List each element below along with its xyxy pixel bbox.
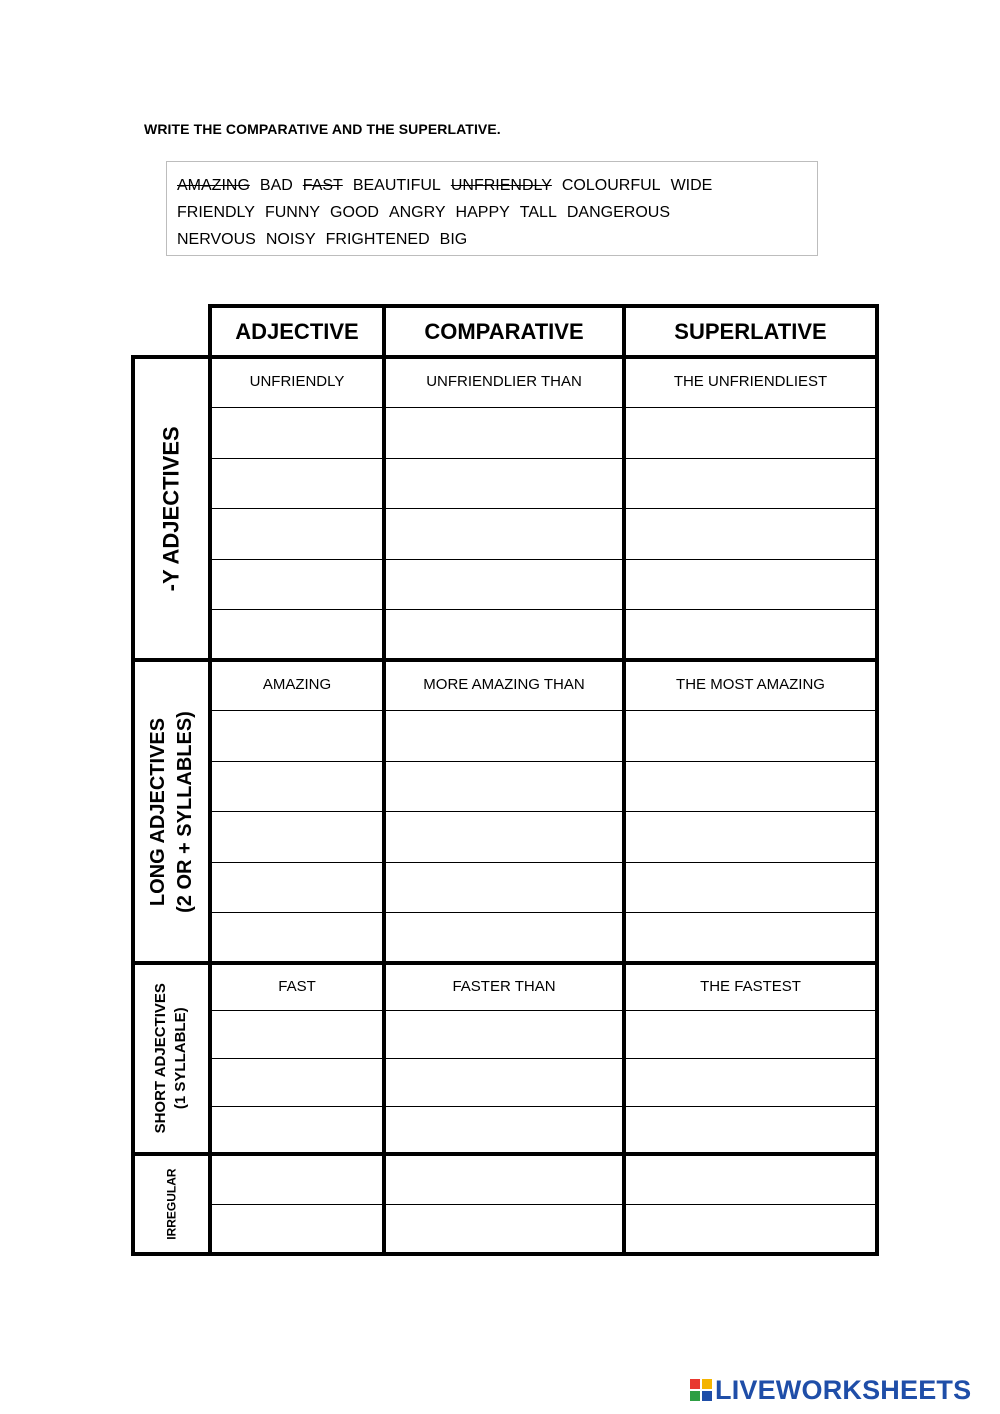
word-bank-word: COLOURFUL	[561, 177, 661, 194]
logo-square	[690, 1379, 700, 1389]
table-cell-adjective	[210, 1204, 384, 1252]
table-rule	[622, 304, 626, 359]
table-cell-adjective: UNFRIENDLY	[249, 372, 345, 390]
table-rule	[875, 961, 879, 1156]
table-rule	[208, 559, 879, 560]
table-cell-adjective	[210, 509, 384, 557]
table-cell-adjective	[210, 1154, 384, 1202]
table-cell-adjective	[210, 862, 384, 910]
table-cell-superlative	[624, 862, 877, 910]
table-cell-comparative	[384, 1154, 624, 1202]
table-cell-superlative	[624, 559, 877, 607]
table-rule	[622, 658, 626, 965]
table-rule	[208, 811, 879, 812]
table-cell-superlative: THE FASTEST	[700, 978, 801, 996]
table-cell-comparative	[384, 1059, 624, 1107]
word-bank-word: NOISY	[265, 231, 316, 248]
table-cell-superlative	[624, 1204, 877, 1252]
table-cell-comparative	[384, 711, 624, 759]
word-bank-word: DANGEROUS	[566, 204, 670, 221]
table-cell-adjective	[210, 610, 384, 658]
word-bank-word: HAPPY	[455, 204, 510, 221]
table-cell-superlative	[624, 812, 877, 860]
table-rule	[622, 961, 626, 1156]
table-rule	[208, 1010, 879, 1011]
table-cell-adjective	[210, 1011, 384, 1059]
word-bank-word: NERVOUS	[177, 231, 256, 248]
table-cell-comparative	[384, 913, 624, 961]
table-cell-comparative	[384, 1106, 624, 1154]
table-cell-adjective: FAST	[278, 978, 316, 996]
liveworksheets-logo	[690, 1376, 971, 1404]
table-cell-adjective	[210, 1106, 384, 1154]
section-label-line: IRREGULAR	[164, 1168, 179, 1240]
table-cell-comparative	[384, 610, 624, 658]
word-bank-word: BAD	[259, 177, 293, 194]
section-label-line: LONG ADJECTIVES	[146, 717, 169, 906]
table-cell-adjective	[210, 408, 384, 456]
column-header-superlative: SUPERLATIVE	[674, 318, 827, 344]
word-bank-word: BEAUTIFUL	[352, 177, 441, 194]
table-cell-superlative	[624, 913, 877, 961]
table-cell-superlative	[624, 711, 877, 759]
table-cell-comparative: UNFRIENDLIER THAN	[426, 372, 582, 390]
word-bank-word: BIG	[439, 231, 468, 248]
liveworksheets-logo-icon	[690, 1379, 712, 1401]
section-label	[133, 660, 210, 963]
table-cell-comparative	[384, 559, 624, 607]
table-rule	[208, 710, 879, 711]
table-cell-adjective	[210, 761, 384, 809]
table-rule	[208, 1106, 879, 1107]
table-cell-superlative	[624, 1059, 877, 1107]
logo-square	[702, 1379, 712, 1389]
table-cell-superlative: THE UNFRIENDLIEST	[673, 372, 828, 390]
table-cell-superlative	[624, 408, 877, 456]
column-header-adjective: ADJECTIVE	[235, 318, 359, 344]
table-cell-comparative	[384, 1204, 624, 1252]
table-cell-adjective	[210, 711, 384, 759]
instruction-heading: WRITE THE COMPARATIVE AND THE SUPERLATIVE.	[144, 121, 501, 137]
table-rule	[208, 1058, 879, 1059]
section-label-line: (1 SYLLABLE)	[172, 1007, 190, 1110]
table-cell-comparative	[384, 1011, 624, 1059]
word-bank-word-used: AMAZING	[177, 177, 250, 194]
table-cell-comparative	[384, 761, 624, 809]
table-cell-superlative	[624, 1154, 877, 1202]
logo-square	[690, 1391, 700, 1401]
table-cell-superlative	[624, 761, 877, 809]
section-label	[133, 357, 210, 660]
word-bank-word: FUNNY	[264, 204, 321, 221]
table-cell-adjective	[210, 913, 384, 961]
section-label-line: -Y ADJECTIVES	[158, 425, 184, 592]
logo-square	[702, 1391, 712, 1401]
table-rule	[382, 658, 386, 965]
word-bank-word-used: UNFRIENDLY	[450, 177, 552, 194]
table-cell-adjective	[210, 458, 384, 506]
table-cell-superlative: THE MOST AMAZING	[676, 675, 825, 693]
table-cell-adjective: AMAZING	[262, 675, 332, 693]
table-cell-superlative	[624, 509, 877, 557]
table-cell-comparative	[384, 458, 624, 506]
table-cell-comparative	[384, 812, 624, 860]
word-bank-word: FRIENDLY	[177, 204, 255, 221]
table-cell-superlative	[624, 1011, 877, 1059]
table-cell-adjective	[210, 812, 384, 860]
table-rule	[875, 658, 879, 965]
table-cell-comparative: FASTER THAN	[452, 978, 556, 996]
table-rule	[382, 1152, 386, 1256]
table-rule	[131, 1252, 879, 1256]
table-cell-comparative	[384, 862, 624, 910]
table-rule	[622, 1152, 626, 1256]
logo-text: LIVEWORKSHEETS	[715, 1374, 972, 1405]
word-bank-word-used: FAST	[302, 177, 343, 194]
table-cell-adjective	[210, 1059, 384, 1107]
table-rule	[208, 862, 879, 863]
table-cell-superlative	[624, 458, 877, 506]
table-rule	[208, 407, 879, 408]
table-rule	[208, 458, 879, 459]
table-cell-superlative	[624, 610, 877, 658]
section-label-line: (2 OR + SYLLABLES)	[173, 710, 196, 913]
word-bank-word: FRIGHTENED	[325, 231, 430, 248]
column-header-comparative: COMPARATIVE	[424, 318, 584, 344]
table-rule	[382, 304, 386, 359]
word-bank-word: TALL	[519, 204, 557, 221]
word-bank-word: GOOD	[330, 204, 379, 221]
table-rule	[208, 1204, 879, 1205]
section-label-line: SHORT ADJECTIVES	[152, 983, 170, 1134]
table-rule	[208, 508, 879, 509]
table-rule	[208, 761, 879, 762]
section-label	[133, 1154, 210, 1254]
table-cell-comparative	[384, 408, 624, 456]
table-rule	[622, 355, 626, 662]
table-cell-adjective	[210, 559, 384, 607]
table-rule	[208, 609, 879, 610]
table-rule	[208, 912, 879, 913]
table-rule	[875, 355, 879, 662]
section-label	[133, 963, 210, 1154]
table-cell-superlative	[624, 1106, 877, 1154]
table-cell-comparative: MORE AMAZING THAN	[423, 675, 585, 693]
word-bank-word: ANGRY	[388, 204, 446, 221]
word-bank-word: WIDE	[670, 177, 713, 194]
table-rule	[382, 961, 386, 1156]
table-rule	[208, 304, 212, 359]
table-rule	[875, 1152, 879, 1256]
table-cell-comparative	[384, 509, 624, 557]
table-rule	[875, 304, 879, 359]
table-rule	[382, 355, 386, 662]
